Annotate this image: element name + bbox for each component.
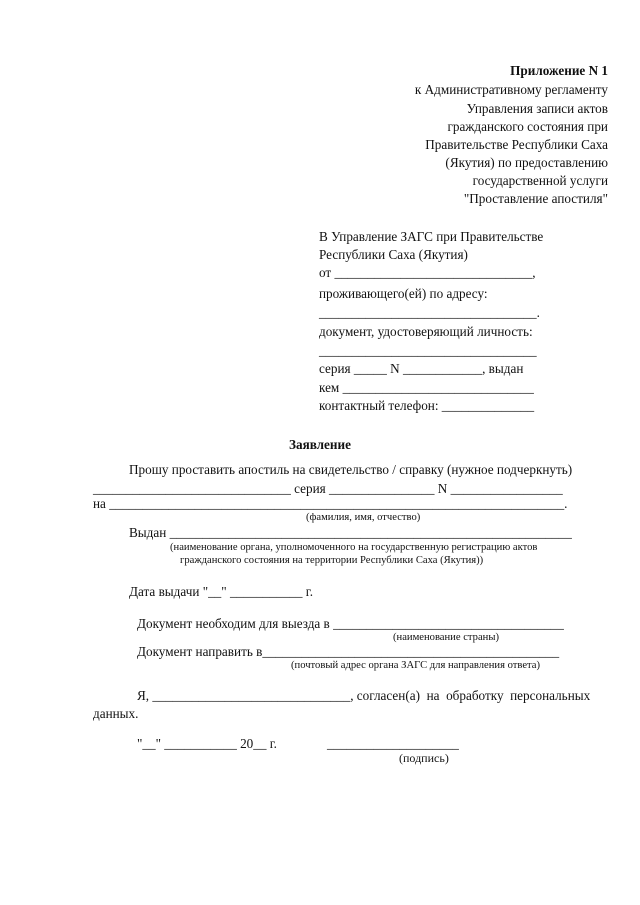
certificate-series-line: ______________________________ серия ________________ N _________________ xyxy=(93,481,563,496)
date-line: "__" ___________ 20__ г. xyxy=(137,736,277,751)
annex-line: к Административному регламенту xyxy=(414,82,608,97)
addressee-line: документ, удостоверяющий личность: xyxy=(319,324,533,339)
send-address-caption: (почтовый адрес органа ЗАГС для направления ответа) xyxy=(291,660,541,671)
holder-caption: (фамилия, имя, отчество) xyxy=(306,512,421,523)
signature-caption: (подпись) xyxy=(399,751,449,765)
addressee-issuer-line: кем _____________________________ xyxy=(319,380,534,395)
consent-line: Я, ______________________________, согласен(а) на обработку персональных xyxy=(137,688,591,703)
send-address-line: Документ направить в_____________________________________________ xyxy=(137,644,560,659)
addressee-address-line: _________________________________. xyxy=(319,305,540,320)
addressee-series-line: серия _____ N ____________, выдан xyxy=(319,361,524,376)
annex-line: "Проставление апостиля" xyxy=(463,191,608,206)
addressee-line: В Управление ЗАГС при Правительстве xyxy=(319,229,544,244)
consent-line: данных. xyxy=(93,706,139,721)
issue-date-line: Дата выдачи "__" ___________ г. xyxy=(129,584,313,599)
addressee-line: проживающего(ей) по адресу: xyxy=(319,286,488,301)
annex-line: Управления записи актов xyxy=(466,101,608,116)
destination-caption: (наименование страны) xyxy=(393,632,499,643)
addressee-from-line: от ______________________________, xyxy=(319,265,536,280)
annex-line: Правительстве Республики Саха xyxy=(425,137,608,152)
addressee-phone-line: контактный телефон: ______________ xyxy=(319,398,535,413)
issued-by-caption: гражданского состояния на территории Республики Саха (Якутия)) xyxy=(180,555,484,566)
annex-line: государственной услуги xyxy=(472,173,608,188)
addressee-document-line: _________________________________ xyxy=(319,343,537,358)
annex-line: (Якутия) по предоставлению xyxy=(445,155,608,170)
annex-line: гражданского состояния при xyxy=(447,119,608,134)
document-heading: Заявление xyxy=(289,437,351,452)
issued-by-caption: (наименование органа, уполномоченного на государственную регистрацию актов xyxy=(170,542,538,553)
destination-line: Документ необходим для выезда в ___________________________________ xyxy=(137,616,564,631)
annex-title: Приложение N 1 xyxy=(510,63,608,78)
issued-by-line: Выдан _____________________________________________________________ xyxy=(129,525,572,540)
certificate-holder-line: на _____________________________________________________________________. xyxy=(93,496,568,511)
request-text: Прошу проставить апостиль на свидетельство / справку (нужное подчеркнуть) xyxy=(129,462,573,477)
addressee-line: Республики Саха (Якутия) xyxy=(319,247,468,262)
signature-line: ____________________ xyxy=(327,736,459,751)
